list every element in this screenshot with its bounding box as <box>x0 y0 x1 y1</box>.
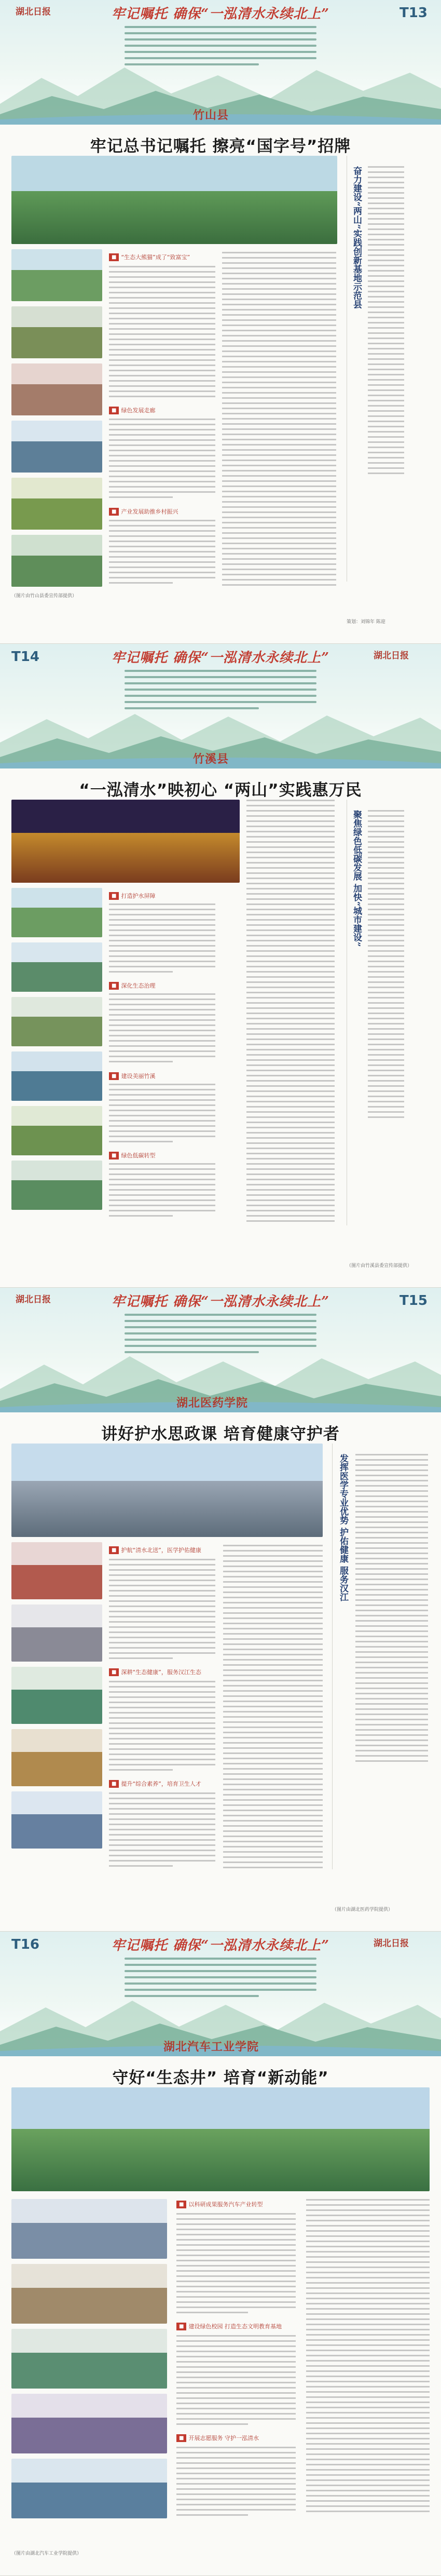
subhead-3: ■ 提升“综合素养”，培育卫生人才 <box>109 1778 201 1789</box>
photo-left-2 <box>11 1604 102 1662</box>
body-column-2 <box>109 993 215 1066</box>
photo-left-4 <box>11 1729 102 1786</box>
body-column-4 <box>223 1545 323 1872</box>
body-column-4 <box>109 1163 215 1220</box>
intro-text-block <box>125 26 316 83</box>
credit-line: 策划：刘锦年 陈迎 <box>347 619 385 625</box>
page-t16 <box>0 1932 441 2576</box>
photo-left-5 <box>11 1106 102 1155</box>
side-body <box>368 166 404 576</box>
page-slogan: 牢记嘱托 确保“一泓清水永续北上” <box>112 1294 329 1310</box>
photo-left-3 <box>11 997 102 1046</box>
side-column <box>347 156 408 582</box>
photo-credit: （图片由湖北汽车工业学院提供） <box>11 2551 82 2556</box>
page-number: T16 <box>11 1937 39 1952</box>
photo-left-1 <box>11 888 102 937</box>
photo-left-5 <box>11 1791 102 1849</box>
body-column-4 <box>306 2199 430 2521</box>
side-title: 奋力建设“两山”实践创新基地示范县 <box>351 166 362 309</box>
page-banner <box>0 1932 441 2056</box>
page-number: T13 <box>399 5 428 21</box>
masthead: 湖北日报 <box>374 651 409 661</box>
photo-left-5 <box>11 2459 167 2518</box>
side-body <box>368 810 404 1220</box>
photo-left-1 <box>11 1542 102 1599</box>
subhead-4: ■ 绿色低碳转型 <box>109 1150 155 1161</box>
photo-left-3 <box>11 363 102 415</box>
body-column-2 <box>109 1681 215 1774</box>
body-column-3 <box>176 2447 296 2519</box>
lead-photo <box>11 1444 323 1537</box>
body-column-3 <box>109 1084 215 1146</box>
side-column <box>332 1444 431 1869</box>
intro-text-block <box>125 670 316 727</box>
page-slogan: 牢记嘱托 确保“一泓清水永续北上” <box>112 650 329 666</box>
photo-credit: （图片由竹溪县委宣传部提供） <box>347 1263 412 1269</box>
side-title: 聚焦绿色低碳发展 加快“城市建设” <box>351 810 362 947</box>
body-column-1 <box>109 903 215 976</box>
unit-name: 湖北汽车工业学院 <box>163 2040 259 2054</box>
photo-left-6 <box>11 535 102 587</box>
subhead-1: ■ 护航“清水北送”，医学护佑健康 <box>109 1545 201 1555</box>
side-column <box>347 800 408 1225</box>
intro-text-block <box>125 1314 316 1371</box>
photo-left-1 <box>11 2199 167 2259</box>
subhead-2: ■ 绿色发展走廊 <box>109 405 155 415</box>
page-slogan: 牢记嘱托 确保“一泓清水永续北上” <box>112 6 329 22</box>
side-title: 发挥医学专业优势 护佑健康 服务汉江 <box>338 1454 348 1601</box>
headline: “一泓清水”映初心 “两山”实践惠万民 <box>79 781 362 800</box>
page-t15 <box>0 1288 441 1932</box>
subhead-1: ■ “生态大熊猫”成了“致富宝” <box>109 252 190 262</box>
masthead: 湖北日报 <box>16 1294 51 1305</box>
subhead-2: ■ 深化生态治理 <box>109 980 155 991</box>
lead-photo <box>11 2087 430 2191</box>
photo-credit: （图片由竹山县委宣传部提供） <box>11 594 77 599</box>
body-column-2 <box>109 419 215 502</box>
body-column-5 <box>246 800 335 1225</box>
photo-left-2 <box>11 306 102 358</box>
photo-left-4 <box>11 1051 102 1101</box>
subhead-3: ■ 开展志愿服务 守护一泓清水 <box>176 2433 259 2443</box>
lead-photo <box>11 800 240 883</box>
body-column-1 <box>176 2213 296 2317</box>
photo-left-3 <box>11 2329 167 2389</box>
headline: 牢记总书记嘱托 擦亮“国字号”招牌 <box>90 137 351 156</box>
body-column-2 <box>176 2335 296 2429</box>
subhead-3: ■ 产业发展助推乡村振兴 <box>109 506 178 517</box>
photo-left-2 <box>11 2264 167 2324</box>
page-banner <box>0 0 441 125</box>
photo-left-1 <box>11 249 102 301</box>
unit-name: 竹溪县 <box>193 752 229 766</box>
unit-name: 湖北医药学院 <box>176 1396 249 1410</box>
page-slogan: 牢记嘱托 确保“一泓清水永续北上” <box>112 1938 329 1953</box>
subhead-2: ■ 建设绿色校园 打造生态文明教育基地 <box>176 2321 282 2331</box>
lead-photo <box>11 156 337 244</box>
subhead-1: ■ 打造护水屏障 <box>109 891 155 901</box>
body-column-3 <box>109 1792 215 1870</box>
page-t13 <box>0 0 441 644</box>
unit-name: 竹山县 <box>193 109 229 122</box>
body-column-1 <box>109 1559 215 1663</box>
photo-left-4 <box>11 2394 167 2453</box>
side-body <box>355 1454 428 1864</box>
photo-left-4 <box>11 421 102 473</box>
headline: 讲好护水思政课 培育健康守护者 <box>101 1425 340 1444</box>
page-banner <box>0 644 441 768</box>
body-column-3 <box>109 520 215 587</box>
masthead: 湖北日报 <box>374 1938 409 1949</box>
photo-credit: （图片由湖北医药学院提供） <box>332 1907 393 1912</box>
photo-left-3 <box>11 1667 102 1724</box>
subhead-1: ■ 以科研成果服务汽车产业转型 <box>176 2199 263 2209</box>
photo-left-5 <box>11 478 102 530</box>
photo-left-2 <box>11 942 102 992</box>
body-column-4 <box>222 252 336 587</box>
headline: 守好“生态井” 培育“新动能” <box>112 2069 329 2087</box>
subhead-3: ■ 建设美丽竹溪 <box>109 1071 155 1081</box>
page-number: T15 <box>399 1293 428 1309</box>
subhead-2: ■ 深耕“生态健康”，服务汉江生态 <box>109 1667 201 1677</box>
page-banner <box>0 1288 441 1412</box>
intro-text-block <box>125 1958 316 2015</box>
body-column-1 <box>109 266 215 401</box>
page-number: T14 <box>11 649 39 665</box>
page-t14 <box>0 644 441 1288</box>
masthead: 湖北日报 <box>16 7 51 17</box>
photo-left-6 <box>11 1161 102 1210</box>
